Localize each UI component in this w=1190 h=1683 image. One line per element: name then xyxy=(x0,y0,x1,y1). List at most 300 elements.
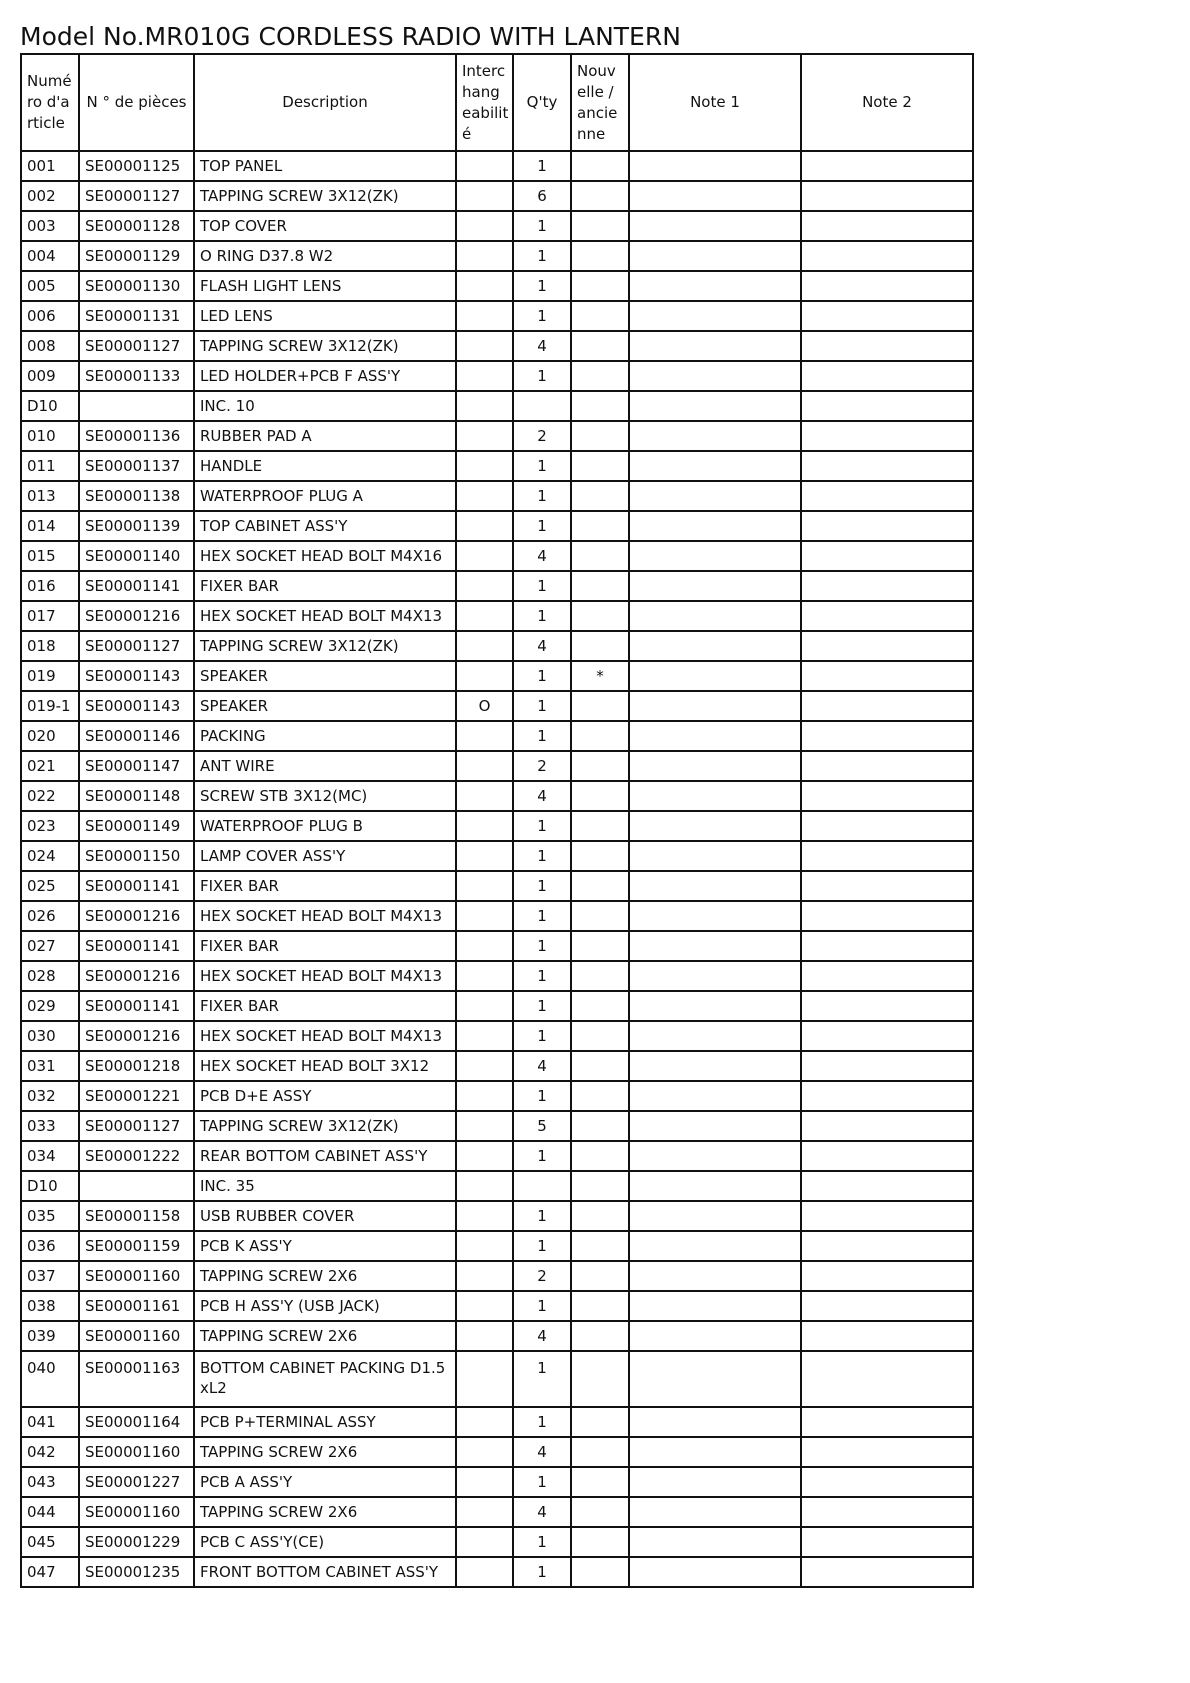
table-row xyxy=(21,421,973,451)
new-old-cell xyxy=(571,301,629,331)
quantity-cell: 1 xyxy=(513,991,571,1021)
item-number-cell: 035 xyxy=(21,1201,79,1231)
quantity-cell: 1 xyxy=(513,211,571,241)
interchangeability-cell xyxy=(456,901,513,931)
quantity-cell: 1 xyxy=(513,1021,571,1051)
part-number-cell: SE00001139 xyxy=(79,511,194,541)
quantity-cell: 1 xyxy=(513,931,571,961)
note-2-cell xyxy=(801,931,973,961)
table-row xyxy=(21,1021,973,1051)
note-2-cell xyxy=(801,301,973,331)
note-2-cell xyxy=(801,1201,973,1231)
note-1-cell xyxy=(629,331,801,361)
new-old-cell xyxy=(571,1291,629,1321)
note-1-cell xyxy=(629,571,801,601)
note-1-cell xyxy=(629,781,801,811)
item-number-cell: 025 xyxy=(21,871,79,901)
description-cell: WATERPROOF PLUG A xyxy=(194,481,456,511)
note-1-cell xyxy=(629,871,801,901)
parts-table-body xyxy=(21,151,973,1587)
new-old-cell xyxy=(571,1021,629,1051)
new-old-cell xyxy=(571,1081,629,1111)
description-cell: SPEAKER xyxy=(194,691,456,721)
new-old-cell xyxy=(571,781,629,811)
interchangeability-cell xyxy=(456,1557,513,1587)
description-cell: TAPPING SCREW 3X12(ZK) xyxy=(194,181,456,211)
quantity-cell: 2 xyxy=(513,1261,571,1291)
header-description: Description xyxy=(194,54,456,151)
item-number-cell: 020 xyxy=(21,721,79,751)
note-2-cell xyxy=(801,271,973,301)
note-1-cell xyxy=(629,1081,801,1111)
new-old-cell xyxy=(571,1437,629,1467)
new-old-cell xyxy=(571,961,629,991)
new-old-cell xyxy=(571,811,629,841)
note-2-cell xyxy=(801,751,973,781)
item-number-cell: 038 xyxy=(21,1291,79,1321)
note-1-cell xyxy=(629,1527,801,1557)
table-row xyxy=(21,751,973,781)
part-number-cell: SE00001216 xyxy=(79,961,194,991)
part-number-cell: SE00001136 xyxy=(79,421,194,451)
item-number-cell: 042 xyxy=(21,1437,79,1467)
quantity-cell: 4 xyxy=(513,1051,571,1081)
interchangeability-cell xyxy=(456,1351,513,1407)
interchangeability-cell xyxy=(456,631,513,661)
interchangeability-cell xyxy=(456,1467,513,1497)
quantity-cell: 4 xyxy=(513,781,571,811)
note-2-cell xyxy=(801,511,973,541)
quantity-cell: 1 xyxy=(513,841,571,871)
header-interchangeability: Interc hang eabilit é xyxy=(456,54,513,151)
item-number-cell: 041 xyxy=(21,1407,79,1437)
part-number-cell: SE00001127 xyxy=(79,331,194,361)
item-number-cell: 005 xyxy=(21,271,79,301)
interchangeability-cell xyxy=(456,271,513,301)
table-row xyxy=(21,691,973,721)
description-cell: TAPPING SCREW 2X6 xyxy=(194,1261,456,1291)
note-1-cell xyxy=(629,1321,801,1351)
interchangeability-cell xyxy=(456,511,513,541)
interchangeability-cell xyxy=(456,1321,513,1351)
note-2-cell xyxy=(801,1557,973,1587)
table-row xyxy=(21,541,973,571)
part-number-cell: SE00001160 xyxy=(79,1497,194,1527)
new-old-cell xyxy=(571,1111,629,1141)
new-old-cell xyxy=(571,391,629,421)
table-row xyxy=(21,511,973,541)
note-1-cell xyxy=(629,1231,801,1261)
part-number-cell: SE00001149 xyxy=(79,811,194,841)
interchangeability-cell xyxy=(456,481,513,511)
item-number-cell: 004 xyxy=(21,241,79,271)
note-1-cell xyxy=(629,811,801,841)
table-row xyxy=(21,391,973,421)
new-old-cell xyxy=(571,1261,629,1291)
note-1-cell xyxy=(629,361,801,391)
note-2-cell xyxy=(801,961,973,991)
note-2-cell xyxy=(801,1141,973,1171)
item-number-cell: 011 xyxy=(21,451,79,481)
header-quantity: Q'ty xyxy=(513,54,571,151)
note-1-cell xyxy=(629,421,801,451)
new-old-cell xyxy=(571,901,629,931)
interchangeability-cell xyxy=(456,361,513,391)
new-old-cell xyxy=(571,1201,629,1231)
part-number-cell: SE00001235 xyxy=(79,1557,194,1587)
new-old-cell xyxy=(571,1497,629,1527)
note-1-cell xyxy=(629,241,801,271)
quantity-cell: 4 xyxy=(513,331,571,361)
quantity-cell: 1 xyxy=(513,1467,571,1497)
item-number-cell: 019-1 xyxy=(21,691,79,721)
note-2-cell xyxy=(801,481,973,511)
description-cell: FIXER BAR xyxy=(194,571,456,601)
interchangeability-cell xyxy=(456,961,513,991)
part-number-cell: SE00001218 xyxy=(79,1051,194,1081)
interchangeability-cell xyxy=(456,721,513,751)
part-number-cell: SE00001150 xyxy=(79,841,194,871)
part-number-cell: SE00001158 xyxy=(79,1201,194,1231)
note-1-cell xyxy=(629,751,801,781)
new-old-cell xyxy=(571,1231,629,1261)
new-old-cell xyxy=(571,361,629,391)
item-number-cell: 006 xyxy=(21,301,79,331)
quantity-cell: 1 xyxy=(513,451,571,481)
new-old-cell xyxy=(571,1051,629,1081)
description-cell: TAPPING SCREW 3X12(ZK) xyxy=(194,1111,456,1141)
item-number-cell: 033 xyxy=(21,1111,79,1141)
description-cell: RUBBER PAD A xyxy=(194,421,456,451)
note-2-cell xyxy=(801,1437,973,1467)
quantity-cell: 1 xyxy=(513,1231,571,1261)
note-1-cell xyxy=(629,661,801,691)
item-number-cell: 003 xyxy=(21,211,79,241)
description-cell: LAMP COVER ASS'Y xyxy=(194,841,456,871)
new-old-cell xyxy=(571,421,629,451)
part-number-cell: SE00001143 xyxy=(79,661,194,691)
interchangeability-cell xyxy=(456,1051,513,1081)
quantity-cell: 1 xyxy=(513,511,571,541)
quantity-cell: 1 xyxy=(513,361,571,391)
new-old-cell xyxy=(571,271,629,301)
part-number-cell: SE00001141 xyxy=(79,931,194,961)
interchangeability-cell xyxy=(456,931,513,961)
table-row xyxy=(21,451,973,481)
note-1-cell xyxy=(629,691,801,721)
quantity-cell: 6 xyxy=(513,181,571,211)
description-cell: HEX SOCKET HEAD BOLT M4X16 xyxy=(194,541,456,571)
interchangeability-cell xyxy=(456,391,513,421)
table-row xyxy=(21,1527,973,1557)
part-number-cell: SE00001227 xyxy=(79,1467,194,1497)
table-row xyxy=(21,331,973,361)
quantity-cell: 4 xyxy=(513,631,571,661)
description-cell: TAPPING SCREW 3X12(ZK) xyxy=(194,631,456,661)
table-row xyxy=(21,601,973,631)
item-number-cell: 029 xyxy=(21,991,79,1021)
parts-table xyxy=(20,53,974,1588)
item-number-cell: 010 xyxy=(21,421,79,451)
note-2-cell xyxy=(801,811,973,841)
item-number-cell: 031 xyxy=(21,1051,79,1081)
table-row xyxy=(21,841,973,871)
note-1-cell xyxy=(629,1141,801,1171)
new-old-cell xyxy=(571,1407,629,1437)
description-cell: FLASH LIGHT LENS xyxy=(194,271,456,301)
interchangeability-cell xyxy=(456,301,513,331)
interchangeability-cell xyxy=(456,1261,513,1291)
part-number-cell: SE00001127 xyxy=(79,181,194,211)
new-old-cell xyxy=(571,151,629,181)
part-number-cell: SE00001133 xyxy=(79,361,194,391)
table-row xyxy=(21,1261,973,1291)
description-cell: PCB A ASS'Y xyxy=(194,1467,456,1497)
item-number-cell: 009 xyxy=(21,361,79,391)
note-1-cell xyxy=(629,481,801,511)
description-cell: TOP COVER xyxy=(194,211,456,241)
note-2-cell xyxy=(801,1467,973,1497)
interchangeability-cell xyxy=(456,1141,513,1171)
description-cell: FIXER BAR xyxy=(194,871,456,901)
note-2-cell xyxy=(801,631,973,661)
quantity-cell: 1 xyxy=(513,721,571,751)
quantity-cell: 1 xyxy=(513,241,571,271)
quantity-cell: 1 xyxy=(513,811,571,841)
part-number-cell: SE00001141 xyxy=(79,871,194,901)
description-cell: LED HOLDER+PCB F ASS'Y xyxy=(194,361,456,391)
table-row xyxy=(21,631,973,661)
table-row xyxy=(21,811,973,841)
item-number-cell: 047 xyxy=(21,1557,79,1587)
item-number-cell: 040 xyxy=(21,1351,79,1407)
item-number-cell: 018 xyxy=(21,631,79,661)
table-row xyxy=(21,301,973,331)
description-cell: ANT WIRE xyxy=(194,751,456,781)
new-old-cell xyxy=(571,721,629,751)
table-row xyxy=(21,1141,973,1171)
note-2-cell xyxy=(801,1231,973,1261)
description-cell: WATERPROOF PLUG B xyxy=(194,811,456,841)
new-old-cell xyxy=(571,751,629,781)
note-2-cell xyxy=(801,541,973,571)
quantity-cell xyxy=(513,1171,571,1201)
interchangeability-cell xyxy=(456,661,513,691)
quantity-cell: 4 xyxy=(513,541,571,571)
note-1-cell xyxy=(629,541,801,571)
note-1-cell xyxy=(629,1557,801,1587)
description-cell: HEX SOCKET HEAD BOLT M4X13 xyxy=(194,901,456,931)
table-row xyxy=(21,1111,973,1141)
quantity-cell: 1 xyxy=(513,571,571,601)
description-cell: INC. 35 xyxy=(194,1171,456,1201)
note-1-cell xyxy=(629,1171,801,1201)
quantity-cell: 5 xyxy=(513,1111,571,1141)
item-number-cell: 002 xyxy=(21,181,79,211)
note-1-cell xyxy=(629,1497,801,1527)
new-old-cell xyxy=(571,211,629,241)
quantity-cell: 1 xyxy=(513,301,571,331)
table-row xyxy=(21,1557,973,1587)
part-number-cell: SE00001130 xyxy=(79,271,194,301)
new-old-cell xyxy=(571,541,629,571)
note-1-cell xyxy=(629,1261,801,1291)
note-1-cell xyxy=(629,1051,801,1081)
description-cell: TAPPING SCREW 2X6 xyxy=(194,1437,456,1467)
table-row xyxy=(21,1231,973,1261)
interchangeability-cell xyxy=(456,601,513,631)
description-cell: TAPPING SCREW 3X12(ZK) xyxy=(194,331,456,361)
interchangeability-cell xyxy=(456,331,513,361)
part-number-cell: SE00001141 xyxy=(79,991,194,1021)
description-cell: HANDLE xyxy=(194,451,456,481)
table-row xyxy=(21,1051,973,1081)
note-1-cell xyxy=(629,631,801,661)
interchangeability-cell xyxy=(456,241,513,271)
table-row xyxy=(21,181,973,211)
quantity-cell: 1 xyxy=(513,1201,571,1231)
description-cell: BOTTOM CABINET PACKING D1.5xL2 xyxy=(194,1351,456,1407)
header-note-2: Note 2 xyxy=(801,54,973,151)
note-2-cell xyxy=(801,1497,973,1527)
note-1-cell xyxy=(629,1437,801,1467)
note-1-cell xyxy=(629,511,801,541)
description-cell: PCB D+E ASSY xyxy=(194,1081,456,1111)
note-1-cell xyxy=(629,451,801,481)
interchangeability-cell xyxy=(456,451,513,481)
quantity-cell: 1 xyxy=(513,871,571,901)
note-1-cell xyxy=(629,1351,801,1407)
new-old-cell xyxy=(571,1321,629,1351)
header-part-number: N ° de pièces xyxy=(79,54,194,151)
note-2-cell xyxy=(801,1527,973,1557)
table-row xyxy=(21,361,973,391)
quantity-cell: 2 xyxy=(513,421,571,451)
description-cell: HEX SOCKET HEAD BOLT M4X13 xyxy=(194,601,456,631)
note-1-cell xyxy=(629,271,801,301)
quantity-cell: 1 xyxy=(513,481,571,511)
header-note-1: Note 1 xyxy=(629,54,801,151)
note-2-cell xyxy=(801,1171,973,1201)
note-1-cell xyxy=(629,1407,801,1437)
note-2-cell xyxy=(801,871,973,901)
part-number-cell: SE00001216 xyxy=(79,1021,194,1051)
table-row xyxy=(21,1467,973,1497)
description-cell: PCB K ASS'Y xyxy=(194,1231,456,1261)
new-old-cell xyxy=(571,1467,629,1497)
part-number-cell: SE00001229 xyxy=(79,1527,194,1557)
header-item-number: Numé ro d'a rticle xyxy=(21,54,79,151)
note-1-cell xyxy=(629,931,801,961)
note-2-cell xyxy=(801,991,973,1021)
item-number-cell: 039 xyxy=(21,1321,79,1351)
new-old-cell xyxy=(571,331,629,361)
item-number-cell: 019 xyxy=(21,661,79,691)
description-cell: TOP CABINET ASS'Y xyxy=(194,511,456,541)
table-row xyxy=(21,1201,973,1231)
new-old-cell xyxy=(571,1557,629,1587)
table-row xyxy=(21,1321,973,1351)
item-number-cell: 027 xyxy=(21,931,79,961)
new-old-cell: * xyxy=(571,661,629,691)
description-cell: PCB P+TERMINAL ASSY xyxy=(194,1407,456,1437)
quantity-cell: 1 xyxy=(513,661,571,691)
note-2-cell xyxy=(801,901,973,931)
item-number-cell: 028 xyxy=(21,961,79,991)
quantity-cell: 4 xyxy=(513,1437,571,1467)
interchangeability-cell xyxy=(456,1407,513,1437)
note-1-cell xyxy=(629,151,801,181)
quantity-cell: 1 xyxy=(513,1351,571,1407)
table-row xyxy=(21,481,973,511)
note-2-cell xyxy=(801,781,973,811)
note-2-cell xyxy=(801,241,973,271)
note-1-cell xyxy=(629,1201,801,1231)
item-number-cell: 001 xyxy=(21,151,79,181)
table-row xyxy=(21,721,973,751)
note-2-cell xyxy=(801,451,973,481)
quantity-cell: 2 xyxy=(513,751,571,781)
note-1-cell xyxy=(629,601,801,631)
new-old-cell xyxy=(571,1527,629,1557)
part-number-cell: SE00001141 xyxy=(79,571,194,601)
quantity-cell: 1 xyxy=(513,1557,571,1587)
item-number-cell: 017 xyxy=(21,601,79,631)
quantity-cell: 1 xyxy=(513,961,571,991)
note-2-cell xyxy=(801,151,973,181)
new-old-cell xyxy=(571,511,629,541)
note-2-cell xyxy=(801,181,973,211)
item-number-cell: 045 xyxy=(21,1527,79,1557)
part-number-cell: SE00001164 xyxy=(79,1407,194,1437)
note-1-cell xyxy=(629,721,801,751)
note-2-cell xyxy=(801,1021,973,1051)
note-1-cell xyxy=(629,1291,801,1321)
quantity-cell: 1 xyxy=(513,151,571,181)
part-number-cell: SE00001129 xyxy=(79,241,194,271)
part-number-cell: SE00001148 xyxy=(79,781,194,811)
interchangeability-cell xyxy=(456,1497,513,1527)
new-old-cell xyxy=(571,451,629,481)
table-row xyxy=(21,1351,973,1407)
item-number-cell: 037 xyxy=(21,1261,79,1291)
description-cell: SPEAKER xyxy=(194,661,456,691)
new-old-cell xyxy=(571,1141,629,1171)
quantity-cell: 1 xyxy=(513,1527,571,1557)
item-number-cell: 014 xyxy=(21,511,79,541)
note-2-cell xyxy=(801,1351,973,1407)
item-number-cell: 022 xyxy=(21,781,79,811)
new-old-cell xyxy=(571,181,629,211)
table-row xyxy=(21,991,973,1021)
interchangeability-cell xyxy=(456,1527,513,1557)
description-cell: HEX SOCKET HEAD BOLT 3X12 xyxy=(194,1051,456,1081)
note-2-cell xyxy=(801,1321,973,1351)
new-old-cell xyxy=(571,871,629,901)
table-row xyxy=(21,931,973,961)
table-row xyxy=(21,1437,973,1467)
note-1-cell xyxy=(629,301,801,331)
part-number-cell: SE00001160 xyxy=(79,1261,194,1291)
note-2-cell xyxy=(801,841,973,871)
quantity-cell: 1 xyxy=(513,1291,571,1321)
note-2-cell xyxy=(801,571,973,601)
interchangeability-cell xyxy=(456,841,513,871)
item-number-cell: 034 xyxy=(21,1141,79,1171)
quantity-cell: 4 xyxy=(513,1497,571,1527)
description-cell: USB RUBBER COVER xyxy=(194,1201,456,1231)
document-title: Model No.MR010G CORDLESS RADIO WITH LANTERN xyxy=(20,22,681,51)
